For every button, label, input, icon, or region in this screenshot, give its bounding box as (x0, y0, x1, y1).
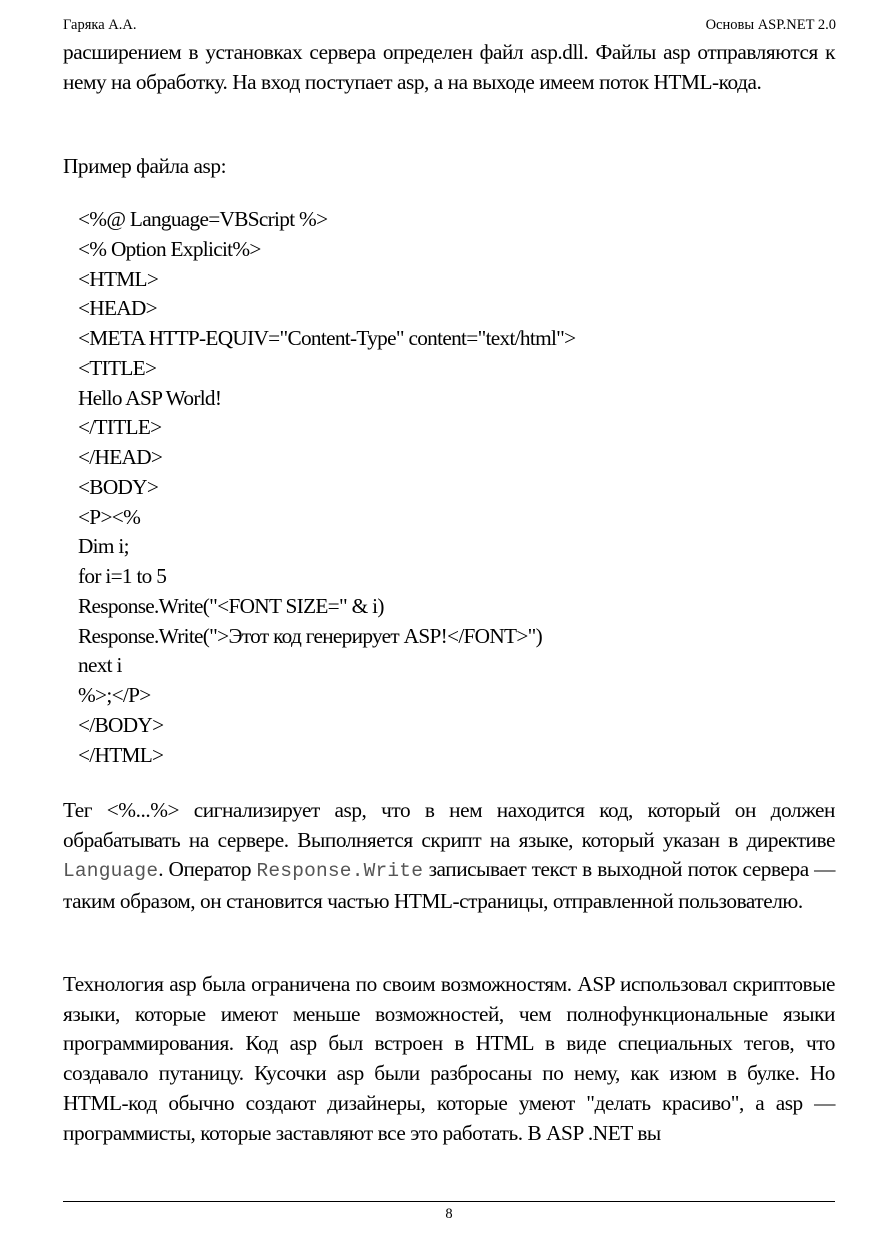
code-line: <TITLE> (78, 355, 157, 380)
code-line: next i (78, 653, 122, 678)
footer-divider (63, 1201, 835, 1202)
page-number: 8 (445, 1206, 453, 1222)
code-line: <% Option Explicit%> (78, 236, 261, 261)
code-line: <HEAD> (78, 296, 157, 321)
code-listing (78, 205, 575, 770)
code-line: <P><% (78, 504, 141, 529)
tag-paragraph-text: Тег <%...%> сигнализирует asp, что в нем находится код, который он должен обрабатывать на сервере. Выполняется скрипт на языке, который указан в директиве (63, 798, 835, 852)
code-line: <BODY> (78, 474, 159, 499)
inline-code-response-write: Response.Write (256, 860, 424, 883)
code-line: Hello ASP World! (78, 385, 222, 410)
tag-paragraph-text: записывает текст в выходной поток сервера — таким образом, он становится частью HTML-страницы, отправленной пользователю. (63, 857, 835, 914)
code-line: <%@ Language=VBScript %> (78, 207, 328, 231)
code-line: %>;</P> (78, 683, 151, 707)
code-line: </BODY> (78, 712, 164, 737)
code-line: <HTML> (78, 266, 159, 291)
example-heading: Пример файла asp: (63, 154, 227, 178)
intro-paragraph: расширением в установках сервера определен файл asp.dll. Файлы asp отправляются к нему на обработку. На вход поступает asp, а на выходе имеем поток HTML-кода. (63, 40, 835, 94)
code-line: </HTML> (78, 742, 164, 767)
inline-code-language: Language (63, 860, 159, 883)
header-author: Гаряка А.А. (63, 17, 137, 33)
code-line: </HEAD> (78, 445, 163, 469)
code-line: </TITLE> (78, 415, 162, 440)
tag-paragraph-text: . Оператор (158, 857, 257, 882)
code-line: Response.Write("<FONT SIZE=" & i) (78, 593, 384, 618)
code-line: Response.Write(">Этот код генерирует ASP!</FONT>") (78, 623, 543, 648)
code-line: <META HTTP-EQUIV="Content-Type" content="text/html"> (78, 326, 576, 350)
tag-paragraph (63, 796, 835, 917)
technology-paragraph: Технология asp была ограничена по своим возможностям. ASP использовал скриптовые языки, которые имеют меньше возможностей, чем полнофункциональные языки программирования. Код asp был встроен в HTML в виде специальных тегов, что создавало путаницу. Кусочки asp были разбросаны по нему, как изюм в булке. Но HTML-код обычно создают дизайнеры, которые умеют "делать красиво", а asp — программисты, которые заставляют все это работать. В ASP .NET вы (63, 972, 835, 1145)
code-line: Dim i; (78, 534, 129, 559)
header-title: Основы ASP.NET 2.0 (705, 17, 836, 33)
code-line: for i=1 to 5 (78, 564, 167, 588)
